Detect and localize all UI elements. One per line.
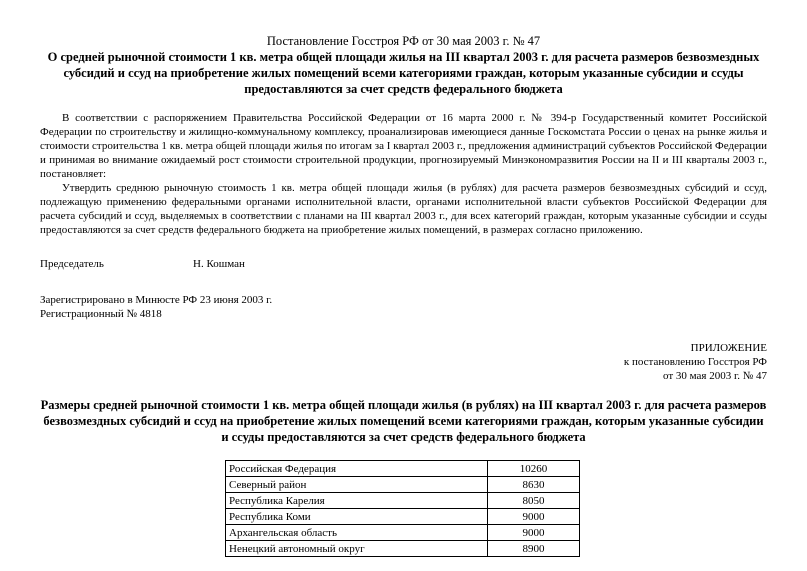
registration-block [40,293,767,321]
document-body [40,111,767,237]
table-cell-region: Ненецкий автономный округ [226,541,488,557]
table-row [226,461,580,477]
appendix-line-1: к постановлению Госстроя РФ [623,356,767,368]
table-cell-region: Северный район [226,477,488,493]
table-cell-value: 9000 [488,509,580,525]
signature-role: Председатель [40,258,104,270]
appendix-label: ПРИЛОЖЕНИЕ [690,342,767,354]
table-row [226,477,580,493]
table-cell-region: Республика Карелия [226,493,488,509]
paragraph-preamble: В соответствии с распоряжением Правительства Российской Федерации от 16 марта 2000 г. № 394-р Государственный комитет Российской Федерации по строительству и жилищно-коммунальному комплексу, проанализировав имеющиеся данные Госкомстата России о ценах на рынке жилья и стоимости строительства 1 кв. метра общей площади жилья по итогам за I квартал 2003 г., предложения администраций субъектов Российской Федерации и принимая во внимание ожидаемый рост стоимости строительной продукции, прогнозируемый Минэкономразвития России на II и III кварталы 2003 г., постановляет: [40,112,767,180]
table-row [226,525,580,541]
table-cell-value: 9000 [488,525,580,541]
document-header: Постановление Госстроя РФ от 30 мая 2003 г. № 47 [266,34,541,48]
signature-name: Н. Кошман [193,258,245,270]
table-cell-region: Российская Федерация [226,461,488,477]
document-page [40,34,767,557]
appendix-line-2: от 30 мая 2003 г. № 47 [662,370,767,382]
table-cell-region: Республика Коми [226,509,488,525]
table-cell-value: 10260 [488,461,580,477]
price-table [225,460,580,557]
table-cell-value: 8630 [488,477,580,493]
table-row [226,493,580,509]
table-cell-region: Архангельская область [226,525,488,541]
appendix-title: Размеры средней рыночной стоимости 1 кв. метра общей площади жилья (в рублях) на III квартал 2003 г. для расчета размеров безвозмездных субсидий и ссуд на приобретение жилых помещений всеми категориями граждан, которым указанные субсидии и ссуды предоставляются за счет средств федерального бюджета [40,398,767,444]
signature-block [40,257,767,271]
registration-line-1: Зарегистрировано в Минюсте РФ 23 июня 2003 г. [40,294,273,306]
table-cell-value: 8900 [488,541,580,557]
table-row [226,509,580,525]
appendix-header [40,341,767,383]
document-title: О средней рыночной стоимости 1 кв. метра общей площади жилья на III квартал 2003 г. для расчета размеров безвозмездных субсидий и ссуд на приобретение жилых помещений всеми категориями граждан, которым указанные субсидии и ссуды предоставляются за счет средств федерального бюджета [47,50,760,96]
table-row [226,541,580,557]
registration-line-2: Регистрационный № 4818 [40,308,162,320]
table-cell-value: 8050 [488,493,580,509]
paragraph-resolution: Утвердить среднюю рыночную стоимость 1 кв. метра общей площади жилья (в рублях) для расчета размеров безвозмездных субсидий и ссуд, подлежащую применению федеральными органами исполнительной власти, органами исполнительной власти субъектов Российской Федерации для расчета субсидий и ссуд, выделяемых в соответствии с планами на III квартал 2003 г., для всех категорий граждан, которым указанные субсидии и ссуды предоставляются за счет средств федерального бюджета на приобретение жилых помещений, в размерах согласно приложению. [40,182,767,236]
